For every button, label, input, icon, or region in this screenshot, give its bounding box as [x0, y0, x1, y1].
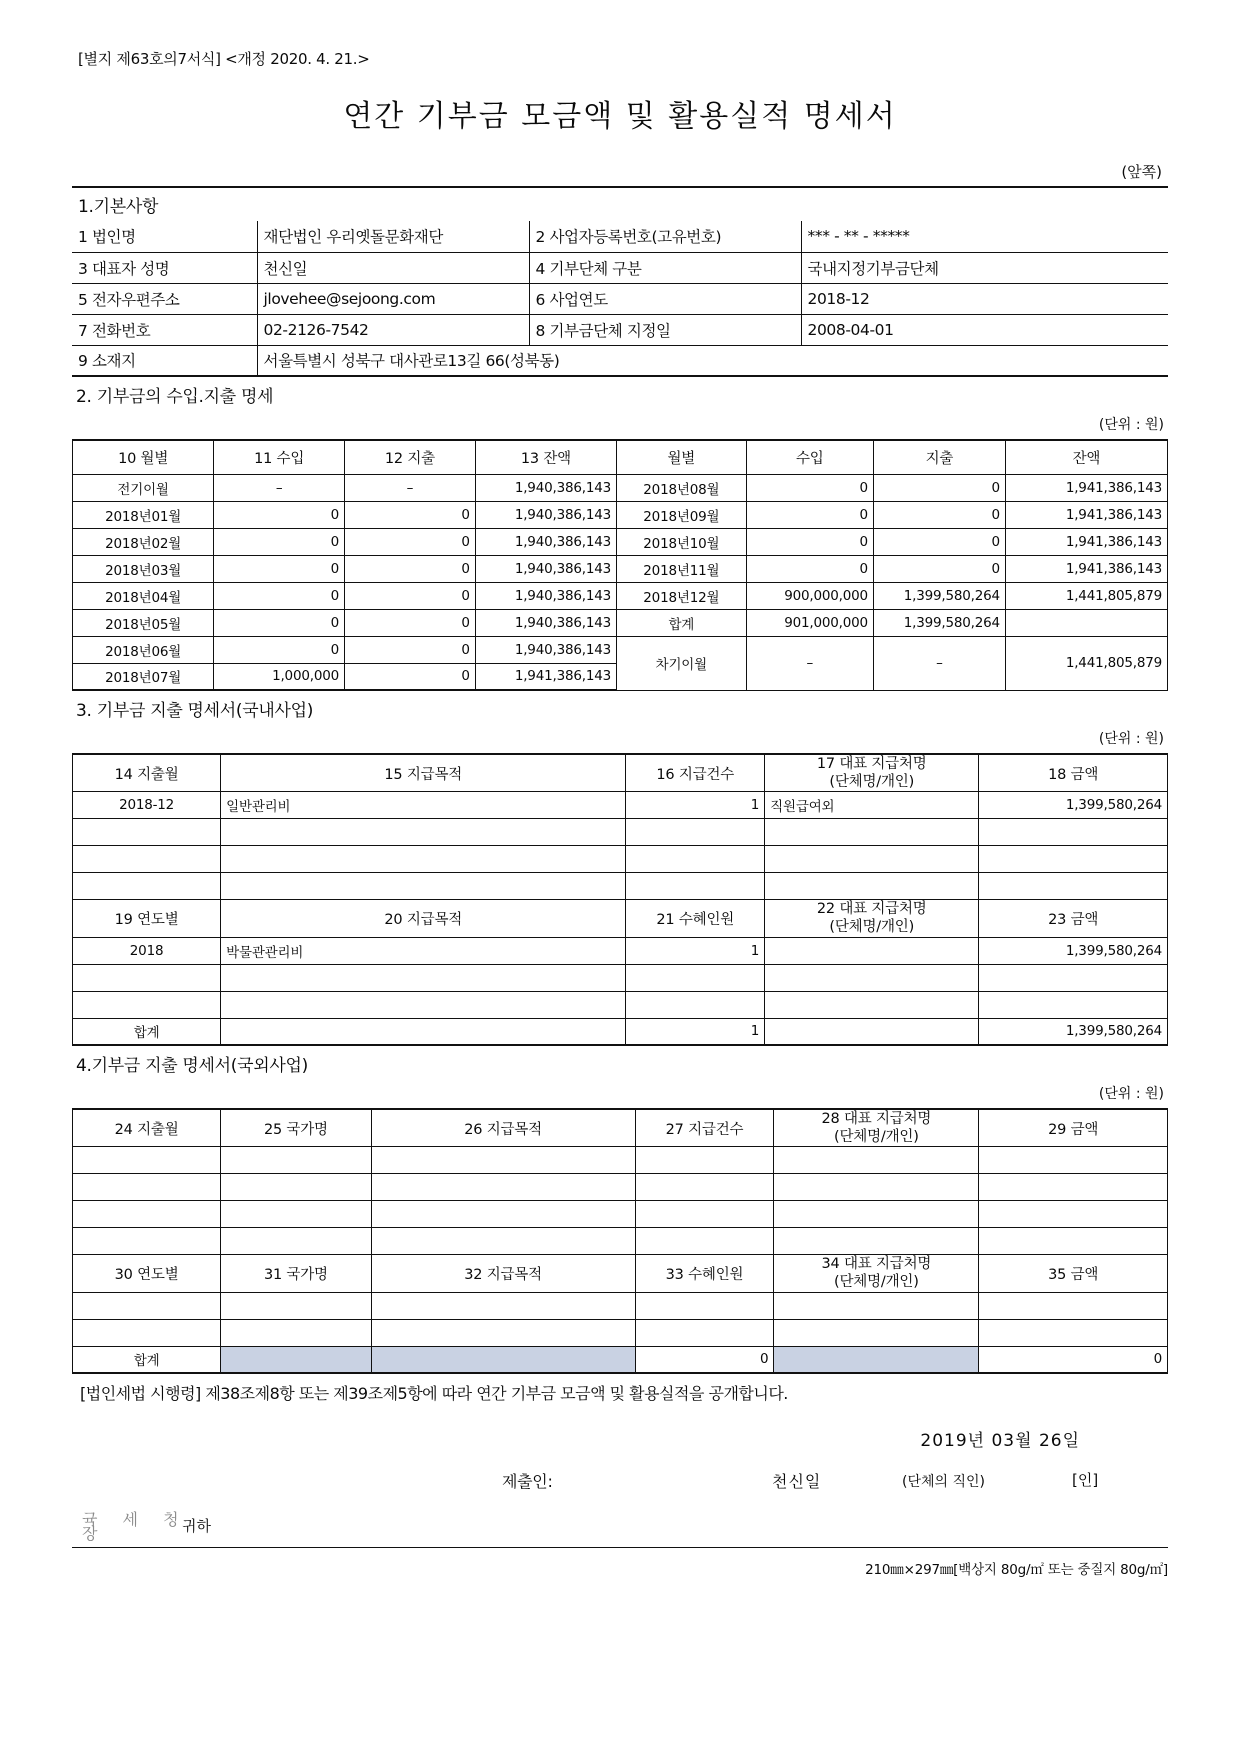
table-total-row [73, 1346, 1168, 1373]
label-corporation-name: 1 법인명 [72, 221, 257, 252]
cell-payee [765, 991, 979, 1018]
cell-year [73, 964, 221, 991]
col-header-representative-payee-yearly [774, 1255, 979, 1292]
cell-total-payee [765, 1018, 979, 1045]
section1-heading: 1.기본사항 [72, 186, 1168, 221]
recipient-honorific: 귀하 [182, 1517, 211, 1535]
cell-expense-month [73, 1201, 221, 1228]
cell-payment-count [635, 1201, 774, 1228]
cell-country [221, 1147, 371, 1174]
col-header-amount-yearly: 23 금액 [979, 900, 1168, 937]
cell-income: – [214, 474, 345, 501]
cell-beneficiary-count [626, 991, 765, 1018]
cell-payment-count [635, 1228, 774, 1255]
cell-amount [979, 819, 1168, 846]
cell-expense: 0 [345, 609, 476, 636]
cell-balance: 1,441,805,879 [1005, 582, 1167, 609]
table-row [72, 283, 1168, 314]
cell-amount [979, 846, 1168, 873]
col-header-income-right: 수입 [746, 440, 873, 474]
cell-payee [774, 1147, 979, 1174]
cell-month: 2018년07월 [73, 663, 214, 690]
cell-expense: 0 [873, 474, 1005, 501]
cell-total-expense: 1,399,580,264 [873, 609, 1005, 636]
cell-amount [979, 1292, 1168, 1319]
col-header-expense-month: 14 지출월 [73, 754, 221, 792]
cell-month: 2018년11월 [617, 555, 747, 582]
cell-payment-purpose: 박물관관리비 [221, 937, 626, 964]
cell-total-label: 합계 [73, 1018, 221, 1045]
table-row [73, 1292, 1168, 1319]
recipient-row [72, 1511, 1168, 1541]
cell-payment-purpose [371, 1319, 635, 1346]
signature-row [72, 1469, 1168, 1509]
cell-income: 0 [746, 528, 873, 555]
cell-payee: 직원급여외 [765, 792, 979, 819]
table-row [73, 555, 1168, 582]
table-row [73, 846, 1168, 873]
cell-carryforward-expense: – [873, 636, 1005, 690]
col-header-representative-payee [774, 1109, 979, 1147]
submitter-name: 천신일 [772, 1472, 822, 1491]
cell-month: 2018년10월 [617, 528, 747, 555]
cell-payment-purpose [221, 964, 626, 991]
payee-header-line1: 34 대표 지급처명 [821, 1256, 932, 1273]
cell-beneficiary-count [626, 964, 765, 991]
cell-payee [765, 937, 979, 964]
cell-payee [774, 1228, 979, 1255]
cell-payment-count [635, 1147, 774, 1174]
cell-amount: 1,399,580,264 [979, 937, 1168, 964]
table-row [73, 474, 1168, 501]
table-row [73, 528, 1168, 555]
col-header-month-right: 월별 [617, 440, 747, 474]
table-row [73, 792, 1168, 819]
recipient-office-line2: 장 [82, 1524, 98, 1543]
col-header-amount-yearly: 35 금액 [979, 1255, 1168, 1292]
cell-total-amount: 1,399,580,264 [979, 1018, 1168, 1045]
cell-expense: 0 [345, 663, 476, 690]
legal-disclosure-text: [법인세법 시행령] 제38조제8항 또는 제39조제5항에 따라 연간 기부금 모금액 및 활용실적을 공개합니다. [80, 1384, 788, 1403]
cell-expense-month [73, 1228, 221, 1255]
cell-expense: 0 [345, 501, 476, 528]
value-business-number: *** - ** - ***** [801, 221, 1168, 252]
submitter-label: 제출인: [502, 1472, 553, 1491]
cell-income: 0 [214, 501, 345, 528]
col-header-representative-payee-yearly [765, 900, 979, 937]
cell-month: 전기이월 [73, 474, 214, 501]
cell-income: 0 [746, 555, 873, 582]
section4-unit: (단위 : 원) [1098, 1086, 1164, 1102]
cell-balance: 1,940,386,143 [475, 501, 616, 528]
cell-balance: 1,940,386,143 [475, 528, 616, 555]
cell-payment-purpose [371, 1292, 635, 1319]
cell-amount [979, 873, 1168, 900]
cell-month: 2018년05월 [73, 609, 214, 636]
value-fiscal-year: 2018-12 [801, 283, 1168, 314]
col-header-year: 30 연도별 [73, 1255, 221, 1292]
col-header-country: 25 국가명 [221, 1109, 371, 1147]
payee-header-line2: (단체명/개인) [829, 919, 915, 936]
col-header-expense-month: 24 지출월 [73, 1109, 221, 1147]
cell-expense: 0 [345, 636, 476, 663]
col-header-payment-purpose-yearly: 20 지급목적 [221, 900, 626, 937]
cell-month: 2018년01월 [73, 501, 214, 528]
table-row [73, 501, 1168, 528]
monthly-income-expense-table [72, 439, 1168, 691]
value-address: 서울특별시 성북구 대사관로13길 66(성북동) [257, 345, 1168, 376]
cell-amount: 1,399,580,264 [979, 792, 1168, 819]
cell-payment-purpose [371, 1201, 635, 1228]
col-header-payment-purpose: 26 지급목적 [371, 1109, 635, 1147]
table-row [73, 582, 1168, 609]
cell-month: 2018년02월 [73, 528, 214, 555]
table-row [73, 1228, 1168, 1255]
cell-payment-purpose [221, 846, 626, 873]
cell-expense-month [73, 873, 221, 900]
table-row [73, 609, 1168, 636]
seal-note: (단체의 직인) [902, 1474, 985, 1490]
col-header-beneficiary-count: 33 수혜인원 [635, 1255, 774, 1292]
cell-country [221, 1201, 371, 1228]
cell-payee [774, 1201, 979, 1228]
section2-unit: (단위 : 원) [1098, 417, 1164, 433]
table-row [72, 252, 1168, 283]
cell-amount [979, 1201, 1168, 1228]
table-row [72, 314, 1168, 345]
footer-divider [72, 1547, 1168, 1548]
payee-header-line1: 28 대표 지급처명 [821, 1111, 932, 1127]
cell-income: 0 [746, 501, 873, 528]
cell-payment-count [626, 819, 765, 846]
cell-payee [765, 873, 979, 900]
table-row [72, 345, 1168, 376]
section2-heading: 2. 기부금의 수입.지출 명세 [76, 387, 274, 407]
cell-balance: 1,941,386,143 [475, 663, 616, 690]
cell-payment-count: 1 [626, 792, 765, 819]
cell-carryforward-label: 차기이월 [617, 636, 747, 690]
cell-payment-purpose [371, 1228, 635, 1255]
cell-expense: 1,399,580,264 [873, 582, 1005, 609]
cell-payee [774, 1292, 979, 1319]
seal-mark: [인] [1072, 1471, 1099, 1489]
table-header-row [73, 754, 1168, 792]
cell-income: 0 [746, 474, 873, 501]
col-header-payment-purpose-yearly: 32 지급목적 [371, 1255, 635, 1292]
cell-payee [765, 819, 979, 846]
col-header-country-yearly: 31 국가명 [221, 1255, 371, 1292]
cell-total-payee-shaded [774, 1346, 979, 1373]
cell-expense: 0 [873, 555, 1005, 582]
domestic-expense-table [72, 753, 1168, 1046]
cell-balance: 1,941,386,143 [1005, 528, 1167, 555]
col-header-amount: 18 금액 [979, 754, 1168, 792]
col-header-amount: 29 금액 [979, 1109, 1168, 1147]
cell-income: 900,000,000 [746, 582, 873, 609]
col-header-balance-right: 잔액 [1005, 440, 1167, 474]
form-code: [별지 제63호의7서식] <개정 2020. 4. 21.> [78, 50, 370, 68]
table-total-row [73, 1018, 1168, 1045]
section3-unit: (단위 : 원) [1098, 731, 1164, 747]
value-representative-name: 천신일 [257, 252, 529, 283]
table-row [72, 221, 1168, 252]
cell-payment-purpose [221, 819, 626, 846]
cell-payment-purpose [221, 991, 626, 1018]
cell-balance: 1,940,386,143 [475, 474, 616, 501]
value-corporation-name: 재단법인 우리옛돌문화재단 [257, 221, 529, 252]
cell-payee [774, 1319, 979, 1346]
col-header-payment-count: 27 지급건수 [635, 1109, 774, 1147]
cell-expense-month [73, 819, 221, 846]
cell-balance: 1,940,386,143 [475, 609, 616, 636]
cell-country [221, 1174, 371, 1201]
cell-month: 2018년06월 [73, 636, 214, 663]
cell-total-purpose-shaded [371, 1346, 635, 1373]
table-row [73, 1319, 1168, 1346]
table-row [73, 1147, 1168, 1174]
cell-amount [979, 1174, 1168, 1201]
cell-income: 1,000,000 [214, 663, 345, 690]
cell-expense: 0 [345, 582, 476, 609]
section4-heading: 4.기부금 지출 명세서(국외사업) [76, 1056, 308, 1076]
table-row [73, 636, 1168, 663]
col-header-payment-purpose: 15 지급목적 [221, 754, 626, 792]
payee-header-line2: (단체명/개인) [834, 1274, 919, 1291]
table-row [73, 1201, 1168, 1228]
cell-payment-count [635, 1174, 774, 1201]
cell-total-income: 901,000,000 [746, 609, 873, 636]
cell-income: 0 [214, 555, 345, 582]
cell-expense-month: 2018-12 [73, 792, 221, 819]
cell-carryforward-income: – [746, 636, 873, 690]
col-header-balance-left: 13 잔액 [475, 440, 616, 474]
cell-income: 0 [214, 636, 345, 663]
cell-month: 2018년08월 [617, 474, 747, 501]
cell-payment-count [626, 846, 765, 873]
cell-balance: 1,941,386,143 [1005, 555, 1167, 582]
cell-total-label: 합계 [617, 609, 747, 636]
cell-balance: 1,940,386,143 [475, 636, 616, 663]
col-header-payment-count: 16 지급건수 [626, 754, 765, 792]
cell-amount [979, 1147, 1168, 1174]
cell-total-count: 1 [626, 1018, 765, 1045]
cell-total-label: 합계 [73, 1346, 221, 1373]
cell-expense-month [73, 846, 221, 873]
cell-expense: 0 [873, 528, 1005, 555]
cell-carryforward-balance: 1,441,805,879 [1005, 636, 1167, 690]
cell-payee [765, 964, 979, 991]
table-header-row [73, 900, 1168, 937]
table-row [73, 937, 1168, 964]
label-fiscal-year: 6 사업연도 [529, 283, 801, 314]
cell-balance: 1,940,386,143 [475, 582, 616, 609]
table-row [73, 819, 1168, 846]
cell-payment-purpose [371, 1174, 635, 1201]
cell-payment-purpose [371, 1147, 635, 1174]
cell-expense-month [73, 1174, 221, 1201]
label-designation-date: 8 기부금단체 지정일 [529, 314, 801, 345]
cell-payment-count [626, 873, 765, 900]
col-header-month-left: 10 월별 [73, 440, 214, 474]
value-donation-org-type: 국내지정기부금단체 [801, 252, 1168, 283]
value-designation-date: 2008-04-01 [801, 314, 1168, 345]
label-email: 5 전자우편주소 [72, 283, 257, 314]
label-representative-name: 3 대표자 성명 [72, 252, 257, 283]
payee-header-line2: (단체명/개인) [834, 1129, 919, 1146]
payee-header-line1: 22 대표 지급처명 [816, 901, 927, 918]
payee-header-line2: (단체명/개인) [829, 774, 915, 791]
cell-beneficiary-count [635, 1319, 774, 1346]
payee-header-line1: 17 대표 지급처명 [816, 756, 927, 772]
cell-amount [979, 1228, 1168, 1255]
label-address: 9 소재지 [72, 345, 257, 376]
page-title: 연간 기부금 모금액 및 활용실적 명세서 [343, 99, 897, 134]
cell-total-purpose [221, 1018, 626, 1045]
col-header-representative-payee [765, 754, 979, 792]
cell-year [73, 991, 221, 1018]
cell-expense: 0 [345, 555, 476, 582]
cell-beneficiary-count: 1 [626, 937, 765, 964]
cell-total-amount: 0 [979, 1346, 1168, 1373]
cell-income: 0 [214, 609, 345, 636]
table-header-row [73, 440, 1168, 474]
cell-total-count: 0 [635, 1346, 774, 1373]
cell-expense: – [345, 474, 476, 501]
cell-balance: 1,940,386,143 [475, 555, 616, 582]
cell-payee [774, 1174, 979, 1201]
overseas-expense-table [72, 1108, 1168, 1374]
paper-specification: 210㎜×297㎜[백상지 80g/㎡ 또는 중질지 80g/㎡] [865, 1562, 1168, 1578]
cell-country [221, 1319, 371, 1346]
basic-info-table [72, 221, 1168, 377]
cell-balance: 1,941,386,143 [1005, 474, 1167, 501]
cell-month: 2018년03월 [73, 555, 214, 582]
col-header-income-left: 11 수입 [214, 440, 345, 474]
table-row [73, 991, 1168, 1018]
cell-payment-purpose [221, 873, 626, 900]
table-row [73, 873, 1168, 900]
cell-year [73, 1292, 221, 1319]
table-header-row [73, 1255, 1168, 1292]
cell-expense: 0 [873, 501, 1005, 528]
cell-country [221, 1292, 371, 1319]
cell-total-balance [1005, 609, 1167, 636]
cell-amount [979, 1319, 1168, 1346]
cell-payee [765, 846, 979, 873]
cell-expense-month [73, 1147, 221, 1174]
submission-date: 2019년 03월 26일 [920, 1431, 1080, 1451]
cell-beneficiary-count [635, 1292, 774, 1319]
label-business-number: 2 사업자등록번호(고유번호) [529, 221, 801, 252]
recipient-office-line1: 귝 세 청 [82, 1510, 189, 1529]
cell-month: 2018년12월 [617, 582, 747, 609]
table-header-row [73, 1109, 1168, 1147]
cell-month: 2018년04월 [73, 582, 214, 609]
cell-month: 2018년09월 [617, 501, 747, 528]
col-header-year: 19 연도별 [73, 900, 221, 937]
table-row [73, 964, 1168, 991]
cell-balance: 1,941,386,143 [1005, 501, 1167, 528]
col-header-expense-left: 12 지출 [345, 440, 476, 474]
page-side-marker: (앞쪽) [1121, 163, 1162, 181]
cell-year: 2018 [73, 937, 221, 964]
cell-year [73, 1319, 221, 1346]
cell-income: 0 [214, 582, 345, 609]
section3-heading: 3. 기부금 지출 명세서(국내사업) [76, 701, 314, 721]
cell-expense: 0 [345, 528, 476, 555]
col-header-beneficiary-count: 21 수혜인원 [626, 900, 765, 937]
table-row [73, 1174, 1168, 1201]
label-donation-org-type: 4 기부단체 구분 [529, 252, 801, 283]
cell-payment-purpose: 일반관리비 [221, 792, 626, 819]
cell-income: 0 [214, 528, 345, 555]
cell-total-country-shaded [221, 1346, 371, 1373]
value-phone: 02-2126-7542 [257, 314, 529, 345]
cell-amount [979, 991, 1168, 1018]
cell-country [221, 1228, 371, 1255]
label-phone: 7 전화번호 [72, 314, 257, 345]
cell-amount [979, 964, 1168, 991]
value-email: jlovehee@sejoong.com [257, 283, 529, 314]
col-header-expense-right: 지출 [873, 440, 1005, 474]
